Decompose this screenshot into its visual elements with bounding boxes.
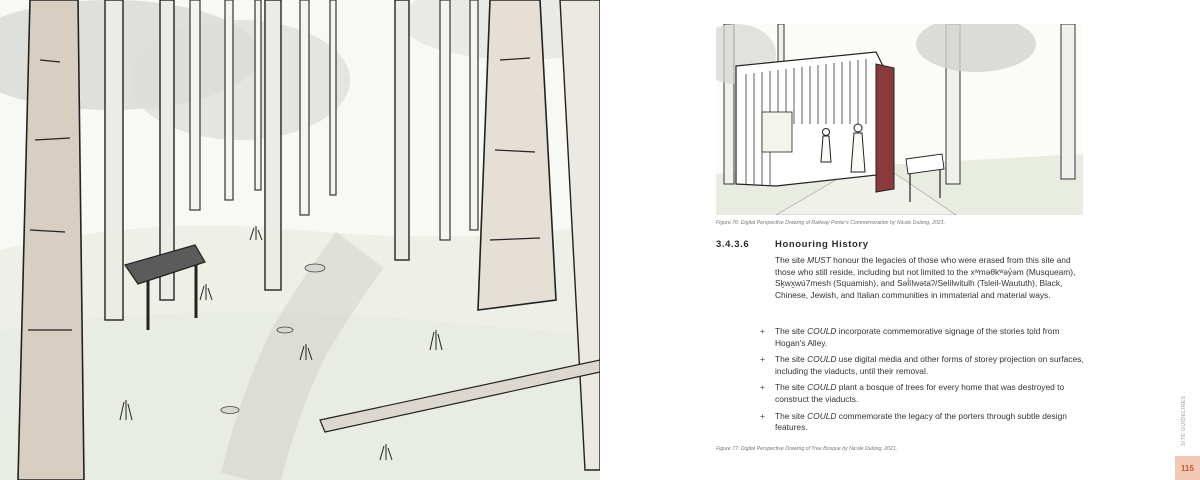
- section-title: Honouring History: [775, 239, 869, 250]
- bullet-text-before: The site: [775, 326, 808, 336]
- plus-icon: +: [760, 382, 765, 393]
- bullet-text-before: The site: [775, 382, 808, 393]
- section-side-tab: [1178, 360, 1198, 450]
- bullet-text-after: incorporate commemorative signage of the stories told from Hogan's Alley.: [775, 326, 1060, 348]
- figure-76-caption: Figure 76: Digital Perspective Drawing of Railway Porter's Commemoration by Nicole Dulong, 2021.: [716, 220, 946, 226]
- guideline-list: [760, 326, 1086, 439]
- intro-paragraph: [775, 255, 1085, 301]
- side-tab-label: SITE GUIDELINES: [1181, 395, 1187, 446]
- bullet-text-after: plant a bosque of trees for every home that was destroyed to construct the viaducts.: [775, 382, 1065, 404]
- list-item: [760, 411, 1086, 434]
- list-item: [760, 382, 1086, 405]
- bullet-text-after: use digital media and other forms of storey projection on surfaces, including the viaducts, until their removal.: [775, 354, 1084, 376]
- bullet-emphasis: COULD: [807, 382, 837, 393]
- figure-77-caption: Figure 77: Digital Perspective Drawing of Tree Bosque by Nicole Dulong, 2021.: [716, 446, 898, 452]
- page-number-box: [1175, 456, 1200, 480]
- intro-text-after: honour the legacies of those who were erased from this site and those who still reside, including but not limited to the xʷməθkʷəy̓əm (Musqueam), Sḵwx̱wú7mesh (Squamish), and Səl̓ílwətaʔ/Selilwitulh (Tsleil-Waututh), Black, Chinese, Jewish, and Italian communities in immaterial and material ways.: [775, 255, 1076, 300]
- bullet-emphasis: COULD: [807, 410, 837, 421]
- bullet-emphasis: COULD: [807, 326, 837, 336]
- plus-icon: +: [760, 354, 765, 365]
- list-item: [760, 354, 1086, 377]
- railway-porter-illustration: [716, 24, 1083, 215]
- bullet-text-before: The site: [775, 410, 808, 421]
- intro-emphasis: MUST: [807, 255, 831, 265]
- bullet-text-after: commemorate the legacy of the porters through subtle design features.: [775, 410, 1067, 433]
- plus-icon: +: [760, 326, 765, 336]
- section-number: 3.4.3.6: [716, 239, 750, 250]
- bullet-emphasis: COULD: [807, 354, 837, 365]
- list-item: [760, 326, 1086, 349]
- page-number: 115: [1181, 463, 1194, 473]
- plus-icon: +: [760, 410, 765, 421]
- bullet-text-before: The site: [775, 354, 808, 365]
- intro-text-before: The site: [775, 255, 808, 265]
